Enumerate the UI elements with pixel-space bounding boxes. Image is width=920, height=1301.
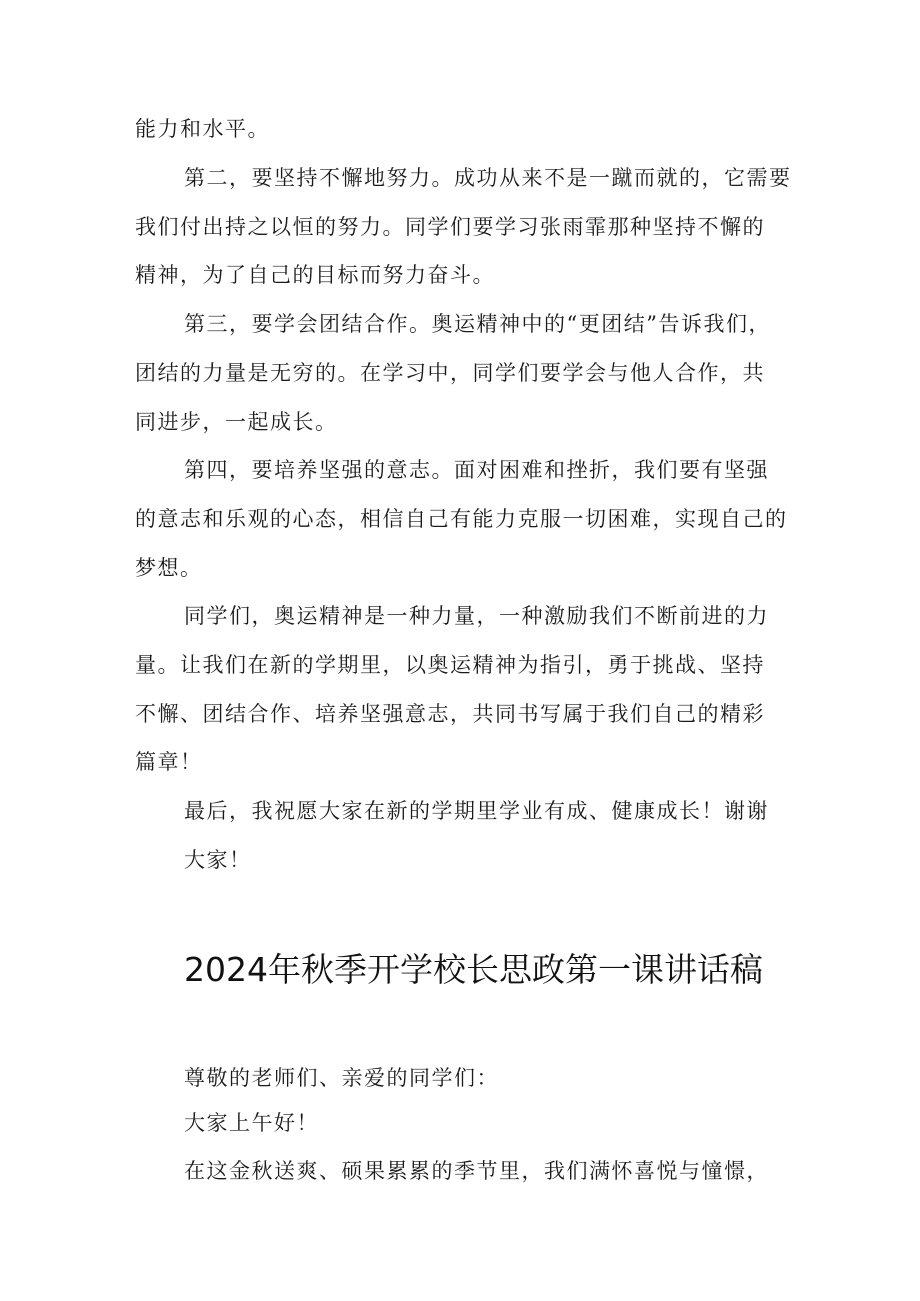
text-line: 量。让我们在新的学期里，以奥运精神为指引，勇于挑战、坚持 (135, 653, 765, 677)
text-line: 梦想。 (135, 556, 203, 580)
greeting: 大家上午好！ (184, 1111, 319, 1135)
text-line: 第二，要坚持不懈地努力。成功从来不是一蹴而就的，它需要 (184, 166, 792, 190)
text-line: 不懈、团结合作、培养坚强意志，共同书写属于我们自己的精彩 (135, 702, 765, 726)
text-line: 第三，要学会团结合作。奥运精神中的“更团结”告诉我们， (184, 312, 771, 336)
text-line: 同学们，奥运精神是一种力量，一种激励我们不断前进的力 (184, 604, 769, 628)
text-line: 我们付出持之以恒的努力。同学们要学习张雨霏那种坚持不懈的 (135, 215, 765, 239)
text-line: 第四，要培养坚强的意志。面对困难和挫折，我们要有坚强 (184, 458, 769, 482)
salutation: 尊敬的老师们、亲爱的同学们： (184, 1066, 499, 1090)
text-line: 在这金秋送爽、硕果累累的季节里，我们满怀喜悦与憧憬， (184, 1159, 769, 1183)
text-line: 篇章！ (135, 750, 203, 774)
text-line: 同进步，一起成长。 (135, 410, 338, 434)
text-line: 的意志和乐观的心态，相信自己有能力克服一切困难，实现自己的 (135, 507, 788, 531)
text-line: 能力和水平。 (135, 117, 270, 141)
text-line: 最后，我祝愿大家在新的学期里学业有成、健康成长！谢谢 (184, 799, 769, 823)
document-title: 2024年秋季开学校长思政第一课讲话稿 (184, 950, 763, 989)
text-line: 精神，为了自己的目标而努力奋斗。 (135, 263, 495, 287)
text-line: 大家！ (184, 848, 252, 872)
text-line: 团结的力量是无穷的。在学习中，同学们要学会与他人合作，共 (135, 361, 765, 385)
